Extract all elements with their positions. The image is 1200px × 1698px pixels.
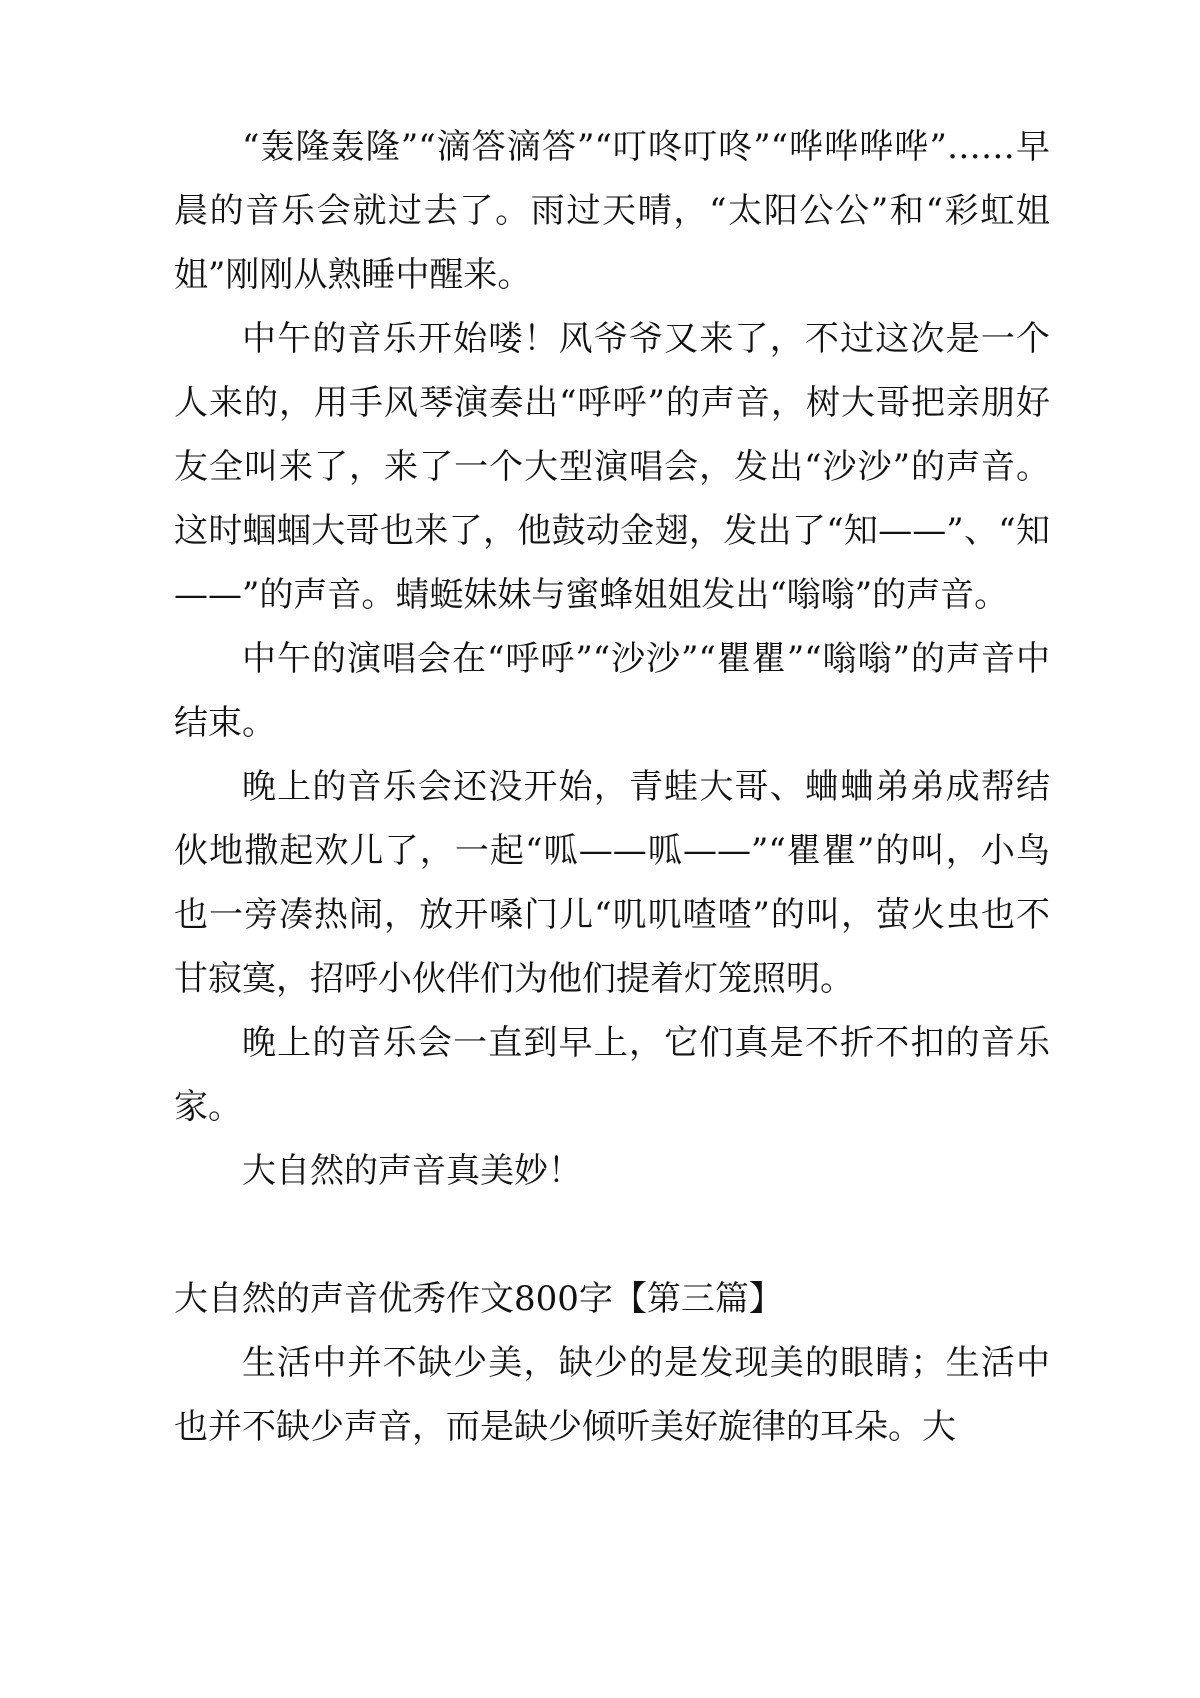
paragraph-evening-concert: 晚上的音乐会还没开始，青蛙大哥、蛐蛐弟弟成帮结伙地撒起欢儿了，一起“呱——呱——”“瞿瞿”的叫，小鸟也一旁凑热闹，放开嗓门儿“叽叽喳喳”的叫，萤火虫也不甘寂寞，招呼小伙伴们为他们提着灯笼照明。 [174, 767, 1050, 999]
section-spacer [174, 1203, 1050, 1267]
paragraph-third-essay-intro: 生活中并不缺少美，缺少的是发现美的眼睛；生活中也并不缺少声音，而是缺少倾听美好旋律的耳朵。大 [174, 1343, 1050, 1447]
paragraph-noon-end: 中午的演唱会在“呼呼”“沙沙”“瞿瞿”“嗡嗡”的声音中结束。 [174, 639, 1050, 743]
paragraph-noon-music: 中午的音乐开始喽！风爷爷又来了，不过这次是一个人来的，用手风琴演奏出“呼呼”的声音，树大哥把亲朋好友全叫来了，来了一个大型演唱会，发出“沙沙”的声音。这时蝈蝈大哥也来了，他鼓动金翅，发出了“知——”、“知——”的声音。蜻蜓妹妹与蜜蜂姐姐发出“嗡嗡”的声音。 [174, 319, 1050, 615]
paragraph-conclusion: 大自然的声音真美妙！ [242, 1151, 582, 1191]
document-body [174, 115, 1050, 1459]
paragraph-morning-concert: “轰隆轰隆”“滴答滴答”“叮咚叮咚”“哗哗哗哗”……早晨的音乐会就过去了。雨过天晴，“太阳公公”和“彩虹姐姐”刚刚从熟睡中醒来。 [174, 127, 1050, 295]
section-heading: 大自然的声音优秀作文800字【第三篇】 [174, 1279, 783, 1319]
paragraph-evening-end: 晚上的音乐会一直到早上，它们真是不折不扣的音乐家。 [174, 1023, 1050, 1127]
